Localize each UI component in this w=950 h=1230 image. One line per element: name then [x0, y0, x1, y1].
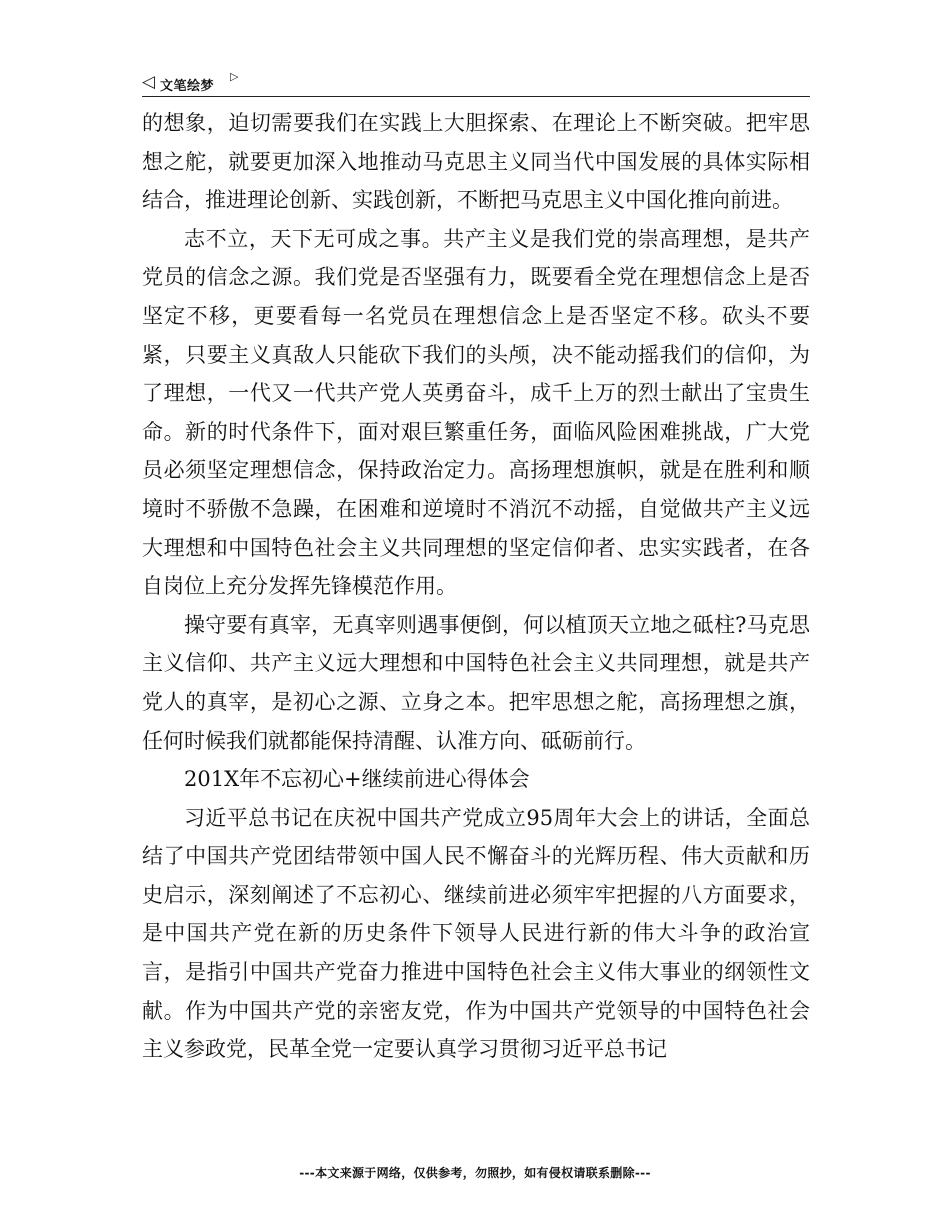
paragraph-1: 的想象，迫切需要我们在实践上大胆探索、在理论上不断突破。把牢思想之舵，就要更加深入地推动马克思主义同当代中国发展的具体实际相结合，推进理论创新、实践创新，不断把马克思主义中国化推向前进。 — [142, 111, 810, 213]
triangle-left-icon: ◁ — [142, 72, 156, 92]
triangle-right-icon: ▷ — [230, 70, 239, 83]
paragraph-3: 操守要有真宰，无真宰则遇事便倒，何以植顶天立地之砥柱?马克思主义信仰、共产主义远大理想和中国特色社会主义共同理想，就是共产党人的真宰，是初心之源、立身之本。把牢思想之舵，高扬理想之旗，任何时候我们就都能保持清醒、认准方向、砥砺前行。 — [142, 612, 810, 753]
footer-notice: ---本文来源于网络，仅供参考，勿照抄，如有侵权请联系删除--- — [299, 1166, 651, 1180]
paragraph-5: 习近平总书记在庆祝中国共产党成立95周年大会上的讲话，全面总结了中国共产党团结带领中国人民不懈奋斗的光辉历程、伟大贡献和历史启示，深刻阐述了不忘初心、继续前进必须牢牢把握的八方面要求，是中国共产党在新的历史条件下领导人民进行新的伟大斗争的政治宣言，是指引中国共产党奋力推进中国特色社会主义伟大事业的纲领性文献。作为中国共产党的亲密友党，作为中国共产党领导的中国特色社会主义参政党，民革全党一定要认真学习贯彻习近平总书记 — [142, 805, 810, 1062]
section-heading: 201X年不忘初心+继续前进心得体会 — [184, 767, 530, 792]
document-body — [142, 104, 810, 1069]
paragraph-2: 志不立，天下无可成之事。共产主义是我们党的崇高理想，是共产党员的信念之源。我们党是否坚强有力，既要看全党在理想信念上是否坚定不移，更要看每一名党员在理想信念上是否坚定不移。砍头不要紧，只要主义真敌人只能砍下我们的头颅，决不能动摇我们的信仰，为了理想，一代又一代共产党人英勇奋斗，成千上万的烈士献出了宝贵生命。新的时代条件下，面对艰巨繁重任务，面临风险困难挑战，广大党员必须坚定理想信念，保持政治定力。高扬理想旗帜，就是在胜利和顺境时不骄傲不急躁，在困难和逆境时不消沉不动摇，自觉做共产主义远大理想和中国特色社会主义共同理想的坚定信仰者、忠实实践者，在各自岗位上充分发挥先锋模范作用。 — [142, 226, 810, 599]
brand-title: 文笔绘梦 — [160, 79, 215, 94]
page-header — [142, 70, 810, 97]
